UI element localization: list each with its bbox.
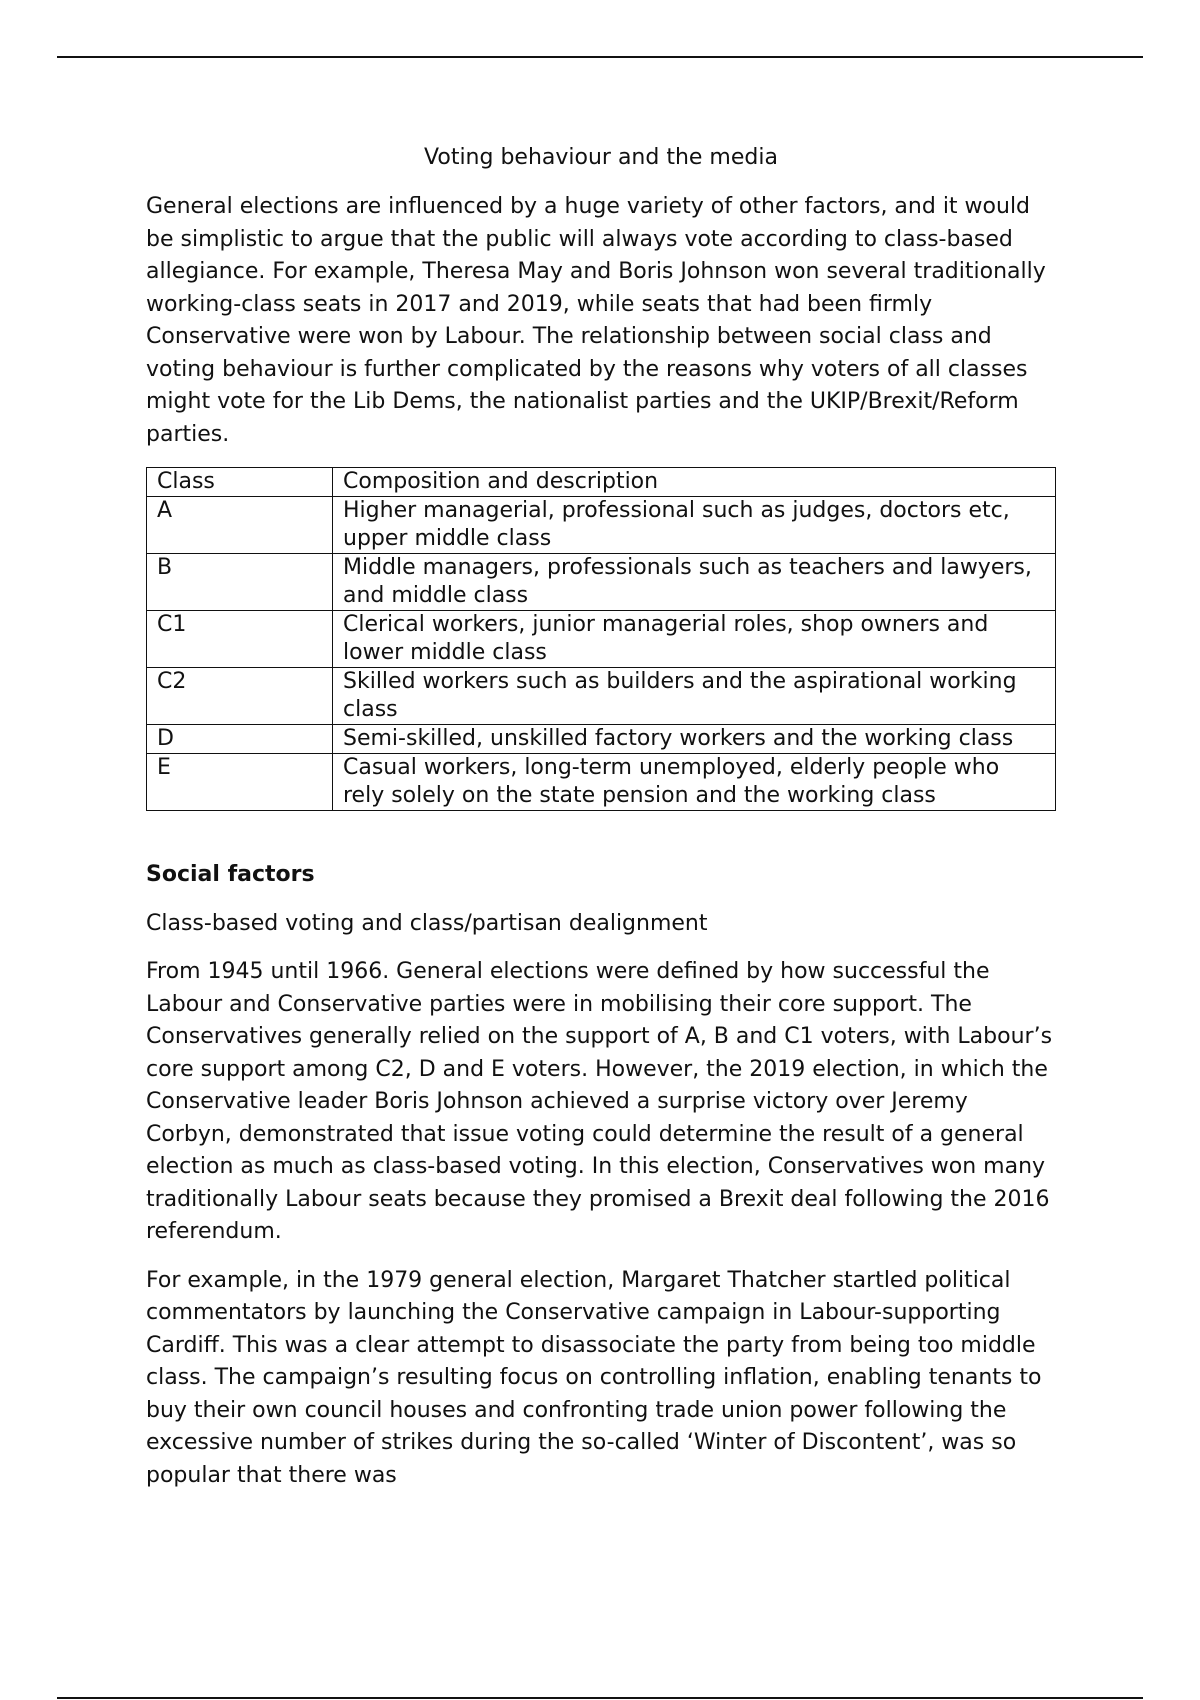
table-cell-class: E: [147, 754, 333, 811]
body-paragraph-3: For example, in the 1979 general election, Margaret Thatcher startled political commentators by launching the Conservative campaign in Labour-supporting Cardiff. This was a clear attempt to disassociate the party from being too middle class. The campaign’s resulting focus on controlling inflation, enabling tenants to buy their own council houses and confronting trade union power following the excessive number of strikes during the so-called ‘Winter of Discontent’, was so popular that there was: [146, 1267, 1042, 1488]
table-cell-description: Semi-skilled, unskilled factory workers and the working class: [333, 725, 1056, 754]
table-row: [147, 554, 1056, 611]
body-paragraph-2: From 1945 until 1966. General elections were defined by how successful the Labour and Conservative parties were in mobilising their core support. The Conservatives generally relied on the support of A, B and C1 voters, with Labour’s core support among C2, D and E voters. However, the 2019 election, in which the Conservative leader Boris Johnson achieved a surprise victory over Jeremy Corbyn, demonstrated that issue voting could determine the result of a general election as much as class-based voting. In this election, Conservatives won many traditionally Labour seats because they promised a Brexit deal following the 2016 referendum.: [146, 959, 1053, 1244]
bottom-rule: [57, 1697, 1143, 1699]
table-cell-description: Middle managers, professionals such as teachers and lawyers, and middle class: [333, 554, 1056, 611]
table-row: [147, 725, 1056, 754]
table-header-row: [147, 468, 1056, 497]
table-header-class: Class: [147, 468, 333, 497]
table-row: [147, 754, 1056, 811]
table-header-description: Composition and description: [333, 468, 1056, 497]
table-cell-class: C1: [147, 611, 333, 668]
table-row: [147, 668, 1056, 725]
table-cell-description: Higher managerial, professional such as judges, doctors etc, upper middle class: [333, 497, 1056, 554]
subheading-class-voting: Class-based voting and class/partisan dealignment: [146, 911, 708, 936]
section-heading-social-factors: Social factors: [146, 862, 315, 887]
page-content: [146, 142, 1056, 1508]
table-cell-description: Clerical workers, junior managerial roles, shop owners and lower middle class: [333, 611, 1056, 668]
page-title: Voting behaviour and the media: [424, 145, 778, 170]
table-cell-class: A: [147, 497, 333, 554]
table-row: [147, 497, 1056, 554]
table-cell-class: C2: [147, 668, 333, 725]
table-cell-description: Casual workers, long-term unemployed, elderly people who rely solely on the state pension and the working class: [333, 754, 1056, 811]
intro-paragraph: General elections are influenced by a huge variety of other factors, and it would be simplistic to argue that the public will always vote according to class-based allegiance. For example, Theresa May and Boris Johnson won several traditionally working-class seats in 2017 and 2019, while seats that had been firmly Conservative were won by Labour. The relationship between social class and voting behaviour is further complicated by the reasons why voters of all classes might vote for the Lib Dems, the nationalist parties and the UKIP/Brexit/Reform parties.: [146, 194, 1046, 447]
table-cell-class: D: [147, 725, 333, 754]
social-class-table: [146, 467, 1056, 811]
table-cell-description: Skilled workers such as builders and the aspirational working class: [333, 668, 1056, 725]
top-rule: [57, 56, 1143, 58]
table-row: [147, 611, 1056, 668]
table-cell-class: B: [147, 554, 333, 611]
